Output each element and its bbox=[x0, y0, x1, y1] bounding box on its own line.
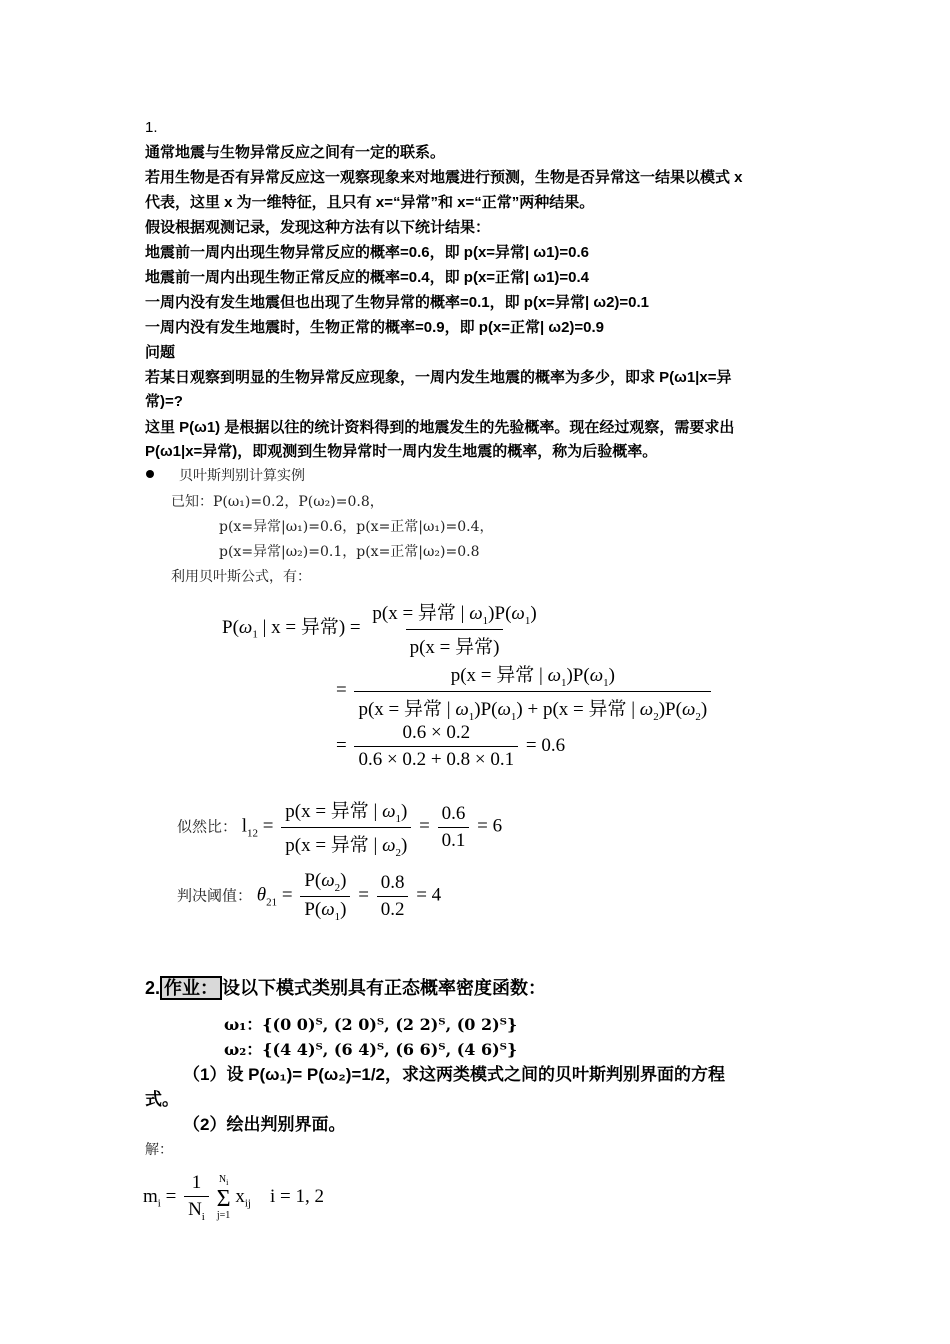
likelihood-result: 6 bbox=[492, 815, 503, 837]
homework-title: 设以下模式类别具有正态概率密度函数： bbox=[222, 978, 547, 998]
posterior-result: 0.6 bbox=[541, 734, 566, 756]
bayes-formula-line1: $P(\omega_1$ | x = 异常) = $\frac{p(x = 异常 | \omega_1)P(\omega_1)}{\text{p(x = 异常)}}$ bbox=[222, 603, 537, 658]
question2-line: （2）绘出判别界面。 bbox=[183, 1115, 346, 1134]
class-omega2: ω₂：{(4 4)ᵀ, (6 4)ᵀ, (6 6)ᵀ, (4 6)ᵀ} bbox=[224, 1040, 518, 1059]
question1-line: 式。 bbox=[145, 1090, 179, 1109]
section2-number: 2. bbox=[145, 978, 161, 998]
stat-line: 地震前一周内出现生物正常反应的概率=0.4，即 p(x=正常| ω1)=0.4 bbox=[145, 269, 590, 286]
given-line: p(x=异常|ω₂)=0.1，p(x=正常|ω₂)=0.8 bbox=[219, 544, 480, 560]
threshold-label: 判决阈值： bbox=[177, 886, 253, 905]
homework-label: 作业： bbox=[160, 976, 222, 1000]
question1-line: （1）设 P(ω₁)= P(ω₂)=1/2，求这两类模式之间的贝叶斯判别界面的方程 bbox=[183, 1065, 726, 1084]
stat-line: 一周内没有发生地震但也出现了生物异常的概率=0.1，即 p(x=异常| ω2)=0.1 bbox=[145, 294, 650, 311]
question-line: 若某日观察到明显的生物异常反应现象，一周内发生地震的概率为多少，即求 P(ω1|x=异 bbox=[145, 369, 732, 386]
bayes-formula-line2: = $\frac{p(x = 异常 | \omega_1)P(\omega_1)}{p(x = 异常 | \omega_1)P(\omega_1) + p(x = 异常 | \omega_2)P(\omega_2)}$ bbox=[336, 660, 714, 723]
likelihood-ratio: 似然比： $l_{12}$ = $\frac{p(x = 异常 | \omega_1)}{p(x = 异常 | \omega_2)}$ = $\frac{0.6}{0.1}$ = 6 bbox=[177, 801, 503, 859]
likelihood-label: 似然比： bbox=[177, 817, 238, 836]
solution-label: 解： bbox=[145, 1142, 173, 1158]
bayes-formula-line3: = $\frac{0.6 \times 0.2}{0.6 \times 0.2 + 0.8 \times 0.1}$ = 0.6 bbox=[336, 722, 566, 770]
index-range: i = 1, 2 bbox=[269, 1185, 324, 1207]
mean-formula: $m_i$ = $\frac{1}{N_i}$ $N_i$ Σ j=1 $x_{ij}$ i = 1, 2 bbox=[143, 1172, 324, 1223]
paragraph-line: 假设根据观测记录，发现这种方法有以下统计结果： bbox=[145, 219, 491, 236]
question-label: 问题 bbox=[145, 344, 176, 361]
class-omega1: ω₁：{(0 0)ᵀ, (2 0)ᵀ, (2 2)ᵀ, (0 2)ᵀ} bbox=[224, 1015, 518, 1034]
question-line: 常)=? bbox=[145, 393, 183, 410]
given-line: 已知：P(ω₁)=0.2，P(ω₂)=0.8， bbox=[171, 494, 384, 510]
stat-line: 地震前一周内出现生物异常反应的概率=0.6，即 p(x=异常| ω1)=0.6 bbox=[145, 244, 590, 261]
intro-text: 通常地震与生物异常反应之间有一定的联系。 bbox=[145, 144, 446, 161]
stat-line: 一周内没有发生地震时，生物正常的概率=0.9，即 p(x=正常| ω2)=0.9 bbox=[145, 319, 605, 336]
paragraph-line: 若用生物是否有异常反应这一观察现象来对地震进行预测，生物是否异常这一结果以模式 x bbox=[145, 169, 743, 186]
decision-threshold: 判决阈值： $\theta_{21}$ = $\frac{P(\omega_2)}{P(\omega_1)}$ = $\frac{0.8}{0.2}$ = 4 bbox=[177, 870, 442, 923]
section-number: 1. bbox=[145, 119, 158, 136]
summation-sign: $N_i$ Σ j=1 bbox=[216, 1173, 231, 1221]
threshold-result: 4 bbox=[431, 884, 442, 906]
explain-line: 这里 P(ω1) 是根据以往的统计资料得到的地震发生的先验概率。现在经过观察，需要求出 bbox=[145, 419, 735, 436]
formula-intro: 利用贝叶斯公式，有： bbox=[171, 569, 311, 585]
paragraph-line: 代表，这里 x 为一维特征，且只有 x=“异常”和 x=“正常”两种结果。 bbox=[145, 194, 595, 211]
example-title: 贝叶斯判别计算实例 bbox=[179, 468, 305, 484]
homework-header bbox=[145, 976, 546, 1000]
bullet-icon bbox=[146, 470, 154, 478]
given-line: p(x=异常|ω₁)=0.6，p(x=正常|ω₁)=0.4， bbox=[219, 519, 494, 535]
explain-line: P(ω1|x=异常)，即观测到生物异常时一周内发生地震的概率，称为后验概率。 bbox=[145, 443, 658, 460]
